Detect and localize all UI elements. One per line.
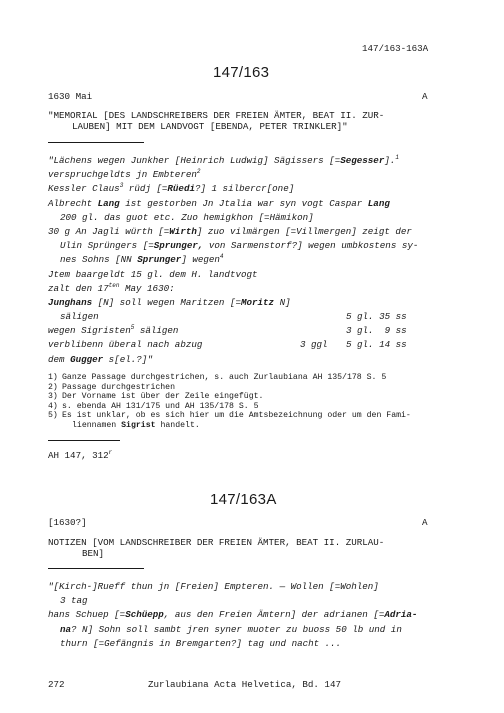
text-line: säligen 5 gl. 35 ss: [60, 311, 407, 323]
text-line: Albrecht Lang ist gestorben Jn Jtalia war syn vogt Caspar Lang: [48, 197, 390, 209]
text-line: nes Sohns [NN Sprunger] wegen$^4$: [60, 253, 224, 266]
footnote: 4) s. ebenda AH 131/175 und AH 135/178 S. 5: [48, 401, 259, 411]
source-reference: AH 147, 312$^r$: [48, 449, 113, 461]
text-line: 200 gl. das guot etc. Zuo hemigkhon [=Hämikon]: [60, 211, 314, 223]
entry-number: 147/163: [213, 64, 270, 81]
text-line: Junghans [N] soll wegen Maritzen [=Moritz N]: [48, 296, 291, 308]
entry-date: [1630?]: [48, 517, 87, 528]
entry-title: [48, 537, 384, 559]
entry-number: 147/163A: [210, 491, 277, 508]
divider-rule: [48, 142, 144, 143]
footnote: 1) Ganze Passage durchgestrichen, s. auch Zurlaubiana AH 135/178 S. 5: [48, 373, 387, 382]
footnote-continuation: liennamen Sigrist handelt.: [72, 420, 200, 430]
footnote: 3) Der Vorname ist über der Zeile eingefügt.: [48, 392, 264, 402]
entry-title-line: "MEMORIAL [DES LANDSCHREIBERS DER FREIEN ÄMTER, BEAT II. ZUR-: [48, 110, 385, 121]
entry-letter: A: [422, 91, 428, 102]
page-header-reference: 147/163-163A: [362, 43, 429, 54]
text-line: Ulin Sprüngers [=Sprunger, von Sarmenstorf?] wegen umbkostens sy-: [60, 240, 419, 252]
amount: 5 gl. 35 ss: [346, 311, 407, 323]
publication-title: Zurlaubiana Acta Helvetica, Bd. 147: [148, 679, 341, 690]
text-line: na? N] Sohn soll sambt jren syner muoter zu buoss 50 lb und in: [60, 623, 402, 635]
entry-title-line: LAUBEN] MIT DEM LANDVOGT [EBENDA, PETER TRINKLER]": [72, 121, 348, 132]
transcription-block: [48, 155, 428, 368]
footnote: 5) Es ist unklar, ob es sich hier um die Amtsbezeichnung oder um den Fami-: [48, 411, 411, 421]
text-line: zalt den $17^{ten}$ May 1630:: [48, 281, 175, 294]
text-line: 3 tag: [60, 595, 88, 607]
footnotes: [48, 373, 468, 431]
text-line: thurn [=Gefängnis in Bremgarten?] tag und nacht ...: [60, 637, 342, 649]
text-line: "[Kirch-]Rueff thun jn [Freien] Empteren. — Wollen [=Wohlen]: [48, 581, 379, 592]
text-line: Kessler Claus$^3$ rüdj [=Rüedi?] 1 silbercr[one]: [48, 182, 295, 195]
entry-letter: A: [422, 517, 428, 528]
entry-date: 1630 Mai: [48, 91, 93, 102]
entry-title-line: BEN]: [82, 548, 105, 559]
entry-title-line: NOTIZEN [VOM LANDSCHREIBER DER FREIEN ÄMTER, BEAT II. ZURLAU-: [48, 537, 385, 548]
text-line: "Lächens wegen Junkher [Heinrich Ludwig] Sägissers [=Segesser].$^1$: [48, 154, 399, 166]
text-line: Jtem baargeldt 15 gl. dem H. landtvogt: [48, 268, 258, 280]
entry-title: [48, 110, 384, 132]
footnote: 2) Passage durchgestrichen: [48, 382, 176, 392]
text-line: hans Schuep [=Schüepp, aus den Freien Ämtern] der adrianen [=Adria-: [48, 609, 418, 621]
page-number: 272: [48, 679, 65, 690]
amount: 3 gl. 9 ss: [346, 325, 407, 337]
divider-rule: [48, 568, 144, 569]
transcription-block: [48, 581, 428, 652]
amount: 5 gl. 14 ss: [346, 339, 407, 351]
divider-rule: [48, 440, 120, 441]
text-line: verspruchgeldts jn Embteren$^2$: [48, 168, 201, 181]
amount: 3 ggl: [300, 339, 328, 351]
text-line: wegen Sigristen$^5$ säligen 3 gl. 9 ss: [48, 324, 407, 337]
text-line: verblibenn überal nach abzug 3 ggl 5 gl. 14 ss: [48, 339, 407, 351]
text-line: 30 g An Jagli würth [=Wirth] zuo vilmärgen [=Villmergen] zeigt der: [48, 225, 412, 237]
text-line: dem Gugger s[el.?]": [48, 353, 153, 365]
